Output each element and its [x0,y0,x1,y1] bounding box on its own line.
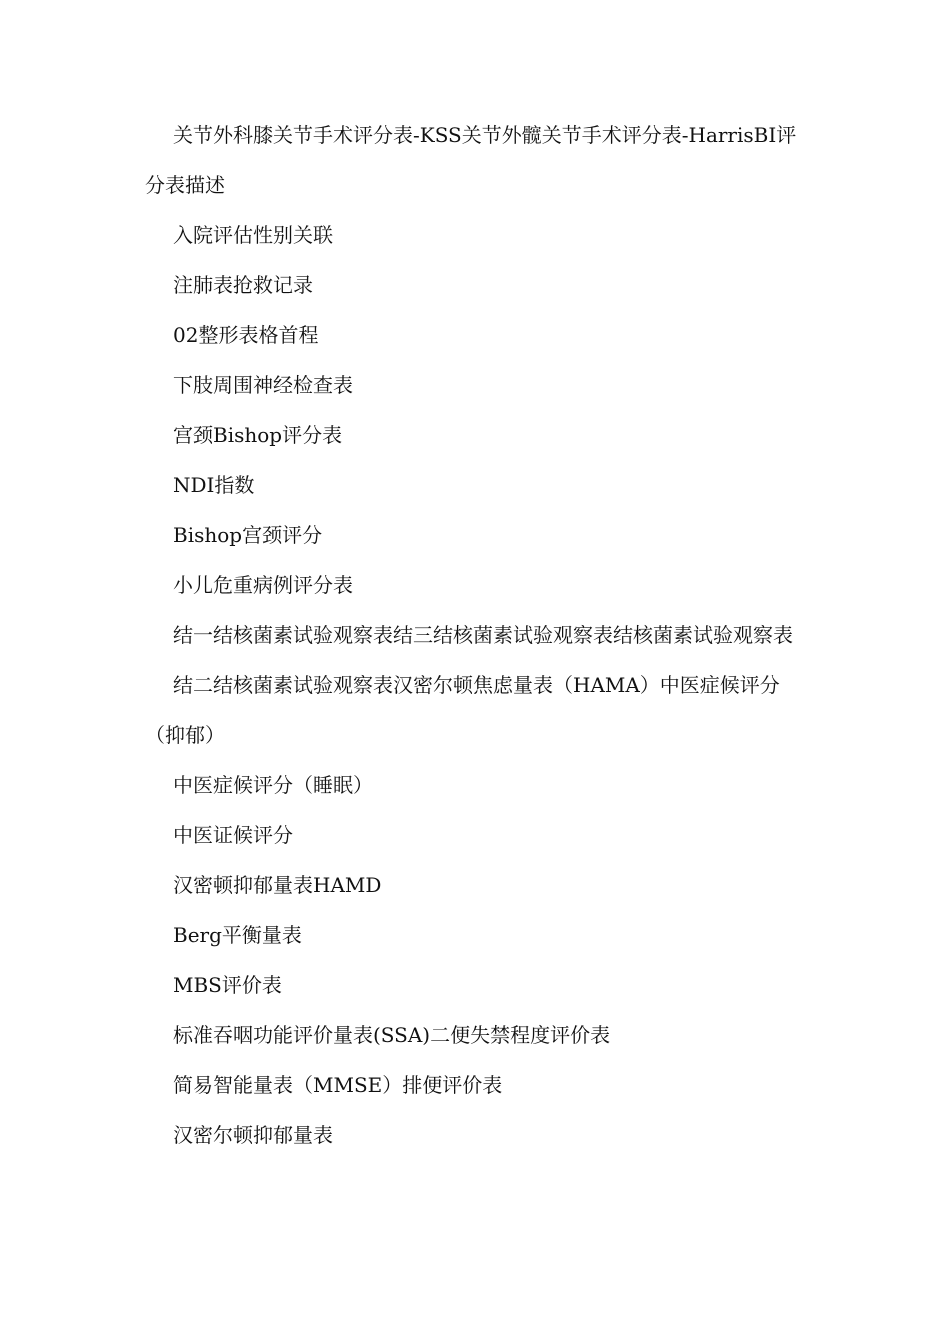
paragraph-8: Bishop宫颈评分 [173,523,323,547]
paragraph-13: 中医证候评分 [173,823,293,847]
paragraph-18: 简易智能量表（MMSE）排便评价表 [173,1073,503,1097]
paragraph-19: 汉密尔顿抑郁量表 [173,1123,333,1147]
paragraph-15: Berg平衡量表 [173,923,302,947]
paragraph-14: 汉密顿抑郁量表HAMD [173,873,382,897]
paragraph-5: 下肢周围神经检查表 [173,373,353,397]
paragraph-7: NDI指数 [173,473,255,497]
paragraph-6: 宫颈Bishop评分表 [173,423,343,447]
paragraph-17: 标准吞咽功能评价量表(SSA)二便失禁程度评价表 [173,1023,611,1047]
paragraph-1: 关节外科膝关节手术评分表-KSS关节外髋关节手术评分表-HarrisBI评分表描述 [145,123,797,197]
document-body [145,110,805,1160]
paragraph-2: 入院评估性别关联 [173,223,333,247]
paragraph-9: 小儿危重病例评分表 [173,573,353,597]
paragraph-12: 中医症候评分（睡眠） [173,773,373,797]
paragraph-10: 结一结核菌素试验观察表结三结核菌素试验观察表结核菌素试验观察表 [173,623,793,647]
paragraph-4: 02整形表格首程 [173,323,319,347]
paragraph-16: MBS评价表 [173,973,282,997]
paragraph-11: 结二结核菌素试验观察表汉密尔顿焦虑量表（HAMA）中医症候评分（抑郁） [145,673,780,747]
paragraph-3: 注肺表抢救记录 [173,273,313,297]
